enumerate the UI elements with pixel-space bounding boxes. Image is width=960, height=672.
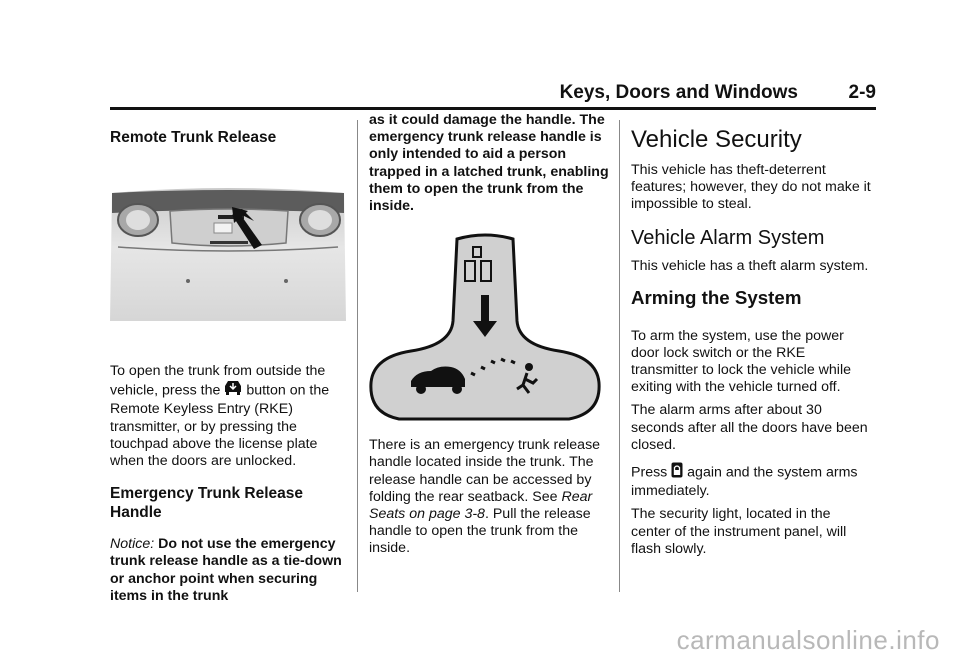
paragraph-text: There is an emergency trunk release handle located inside the trunk. The release handle can be accessed by folding the rear seatback. See (369, 437, 601, 505)
paragraph (631, 462, 871, 500)
paragraph-text: Press (631, 464, 668, 481)
notice-text: Do not use the emergency trunk release handle as a tie-down or anchor point when securing items in the trunk (110, 536, 342, 604)
paragraph-text: To open the trunk from outside the vehicle, press the (110, 363, 326, 399)
section-heading: Remote Trunk Release (110, 129, 277, 146)
column-3 (631, 126, 871, 558)
trunk-photo-illustration (110, 185, 346, 321)
paragraph: To arm the system, use the power door lock switch or the RKE transmitter to lock the vehicle while exiting with the vehicle turned off. (631, 327, 851, 396)
trunk-photo (110, 185, 346, 321)
section-heading: Emergency Trunk Release Handle (110, 485, 303, 522)
column-2 (369, 112, 613, 558)
paragraph (110, 363, 346, 470)
page-number: 2-9 (848, 82, 876, 103)
section-heading-large: Vehicle Security (631, 126, 802, 153)
trunk-release-icon (224, 380, 242, 401)
paragraph: The security light, located in the center of the instrument panel, will flash slowly. (631, 506, 847, 557)
column-1 (110, 128, 346, 605)
paragraph (369, 437, 613, 557)
notice-continuation: as it could damage the handle. The emergency trunk release handle is only intended to aid a person trapped in a latched trunk, enabling them to open the trunk from the inside. (369, 112, 609, 215)
watermark: carmanualsonline.info (676, 625, 940, 655)
header-rule (110, 107, 876, 110)
paragraph: This vehicle has a theft alarm system. (631, 257, 869, 274)
subsection-heading: Arming the System (631, 286, 802, 308)
cross-reference-link[interactable]: Rear Seats on page 3-8 (369, 488, 593, 523)
paragraph: This vehicle has theft-deterrent features; however, they do not make it impossible to steal. (631, 162, 871, 213)
emergency-release-handle-illustration (369, 233, 601, 425)
notice-paragraph (110, 536, 346, 605)
notice-label: Notice: (110, 536, 155, 553)
column-divider (619, 120, 620, 592)
section-heading-medium: Vehicle Alarm System (631, 226, 825, 249)
lock-icon (671, 462, 683, 483)
paragraph-text: again and the system arms immediately. (631, 464, 858, 500)
column-divider (357, 120, 358, 592)
paragraph-text: . Pull the release handle to open the trunk from the inside. (369, 506, 591, 557)
paragraph: The alarm arms after about 30 seconds after all the doors have been closed. (631, 402, 868, 453)
paragraph-text: button on the Remote Keyless Entry (RKE) transmitter, or by pressing the touchpad above the license plate when the doors are unlocked. (110, 382, 330, 470)
section-title: Keys, Doors and Windows (559, 82, 798, 103)
page-header (110, 80, 876, 106)
